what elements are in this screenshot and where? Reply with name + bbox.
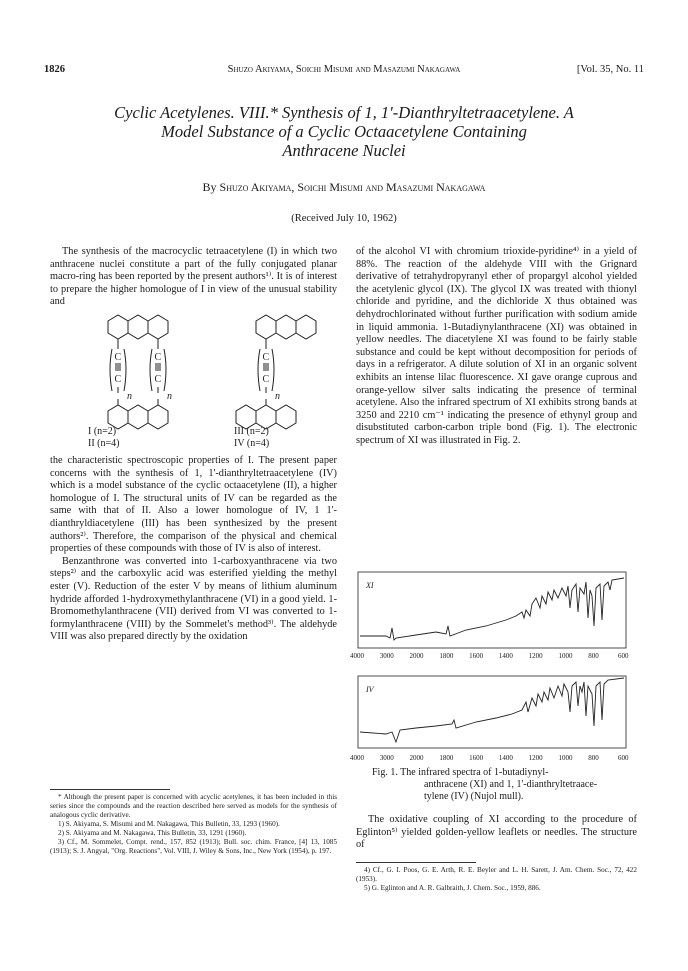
n-subscript: n bbox=[275, 390, 280, 402]
footnote-rule bbox=[50, 789, 170, 790]
byline-authors: Shuzo Akiyama, Soichi Misumi and Masazumi Nakagawa bbox=[219, 180, 486, 194]
carbon-label: C bbox=[154, 373, 162, 385]
ir-spectrum-XI bbox=[356, 568, 637, 658]
footnote-rule bbox=[356, 862, 476, 863]
tick-label: 1000 bbox=[558, 754, 573, 762]
compound-label-II: II (n=4) bbox=[88, 437, 120, 449]
panel-label: XI bbox=[366, 581, 374, 590]
footnotes-right bbox=[356, 866, 637, 893]
footnote: 5) G. Eglinton and A. R. Galbraith, J. Chem. Soc., 1959, 886. bbox=[364, 884, 541, 892]
tick-label: 600 bbox=[618, 652, 629, 660]
tick-label: 2000 bbox=[409, 652, 424, 660]
tick-label: 1800 bbox=[439, 652, 454, 660]
footnote: 2) S. Akiyama and M. Nakagawa, This Bulletin, 33, 1291 (1960). bbox=[58, 829, 247, 837]
paragraph: The synthesis of the macrocyclic tetraacetylene (I) in which two anthracene nuclei constitute a part of the fully conjugated planar macro-ring has been reported by the present authors¹⁾. It is of interest to prepare the higher homologue of I in view of the unusual stability and bbox=[50, 246, 337, 308]
caption-line: Fig. 1. The infrared spectra of 1-butadiynyl- bbox=[372, 767, 549, 778]
tick-label: 3000 bbox=[379, 754, 394, 762]
tick-label: 800 bbox=[588, 652, 599, 660]
tick-label: 1600 bbox=[469, 754, 484, 762]
carbon-label: C bbox=[114, 373, 122, 385]
caption-line: tylene (IV) (Nujol mull). bbox=[424, 791, 524, 802]
tick-label: 1400 bbox=[498, 652, 513, 660]
tick-label: 1200 bbox=[528, 652, 543, 660]
n-subscript: n bbox=[127, 390, 132, 402]
panel-label: IV bbox=[366, 685, 374, 694]
tick-label: 600 bbox=[618, 754, 629, 762]
right-column bbox=[356, 246, 637, 448]
structure-drawing bbox=[50, 309, 337, 441]
compound-label-IV: IV (n=4) bbox=[234, 437, 270, 449]
tick-label: 1800 bbox=[439, 754, 454, 762]
running-header bbox=[44, 64, 644, 80]
paragraph: Benzanthrone was converted into 1-carboxyanthracene via two steps²⁾ and the carboxylic acid was esterified yielding the methyl ester (V). Reduction of the ester V by means of lithium aluminum hydride afforded 1-hydroxymethylanthracene (VI) in a good yield. 1-Bromomethylanthracene (VII) derived from VI was converted to 1-formylanthracene (VIII) by the Sommelet's method³⁾. The aldehyde VIII was also prepared directly by the oxidation bbox=[50, 555, 337, 643]
paragraph: The oxidative coupling of XI according to the procedure of Eglinton⁵⁾ yielded golden-yellow leaflets or needles. The structure of bbox=[356, 814, 637, 851]
footnote: 1) S. Akiyama, S. Misumi and M. Nakagawa, This Bulletin, 33, 1293 (1960). bbox=[58, 820, 280, 828]
tick-label: 2000 bbox=[409, 754, 424, 762]
right-column-continued bbox=[356, 814, 637, 852]
figure-caption bbox=[372, 767, 622, 803]
left-column bbox=[50, 246, 337, 644]
caption-line: anthracene (XI) and 1, 1'-dianthryltetraace- bbox=[424, 779, 598, 790]
tick-label: 1400 bbox=[498, 754, 513, 762]
page-number: 1826 bbox=[44, 64, 65, 75]
tick-label: 4000 bbox=[350, 754, 364, 762]
paragraph: the characteristic spectroscopic properties of I. The present paper concerns with the synthesis of 1, 1'-dianthryltetraacetylene (IV) which is a model substance of the cyclic octaacetylene (II), a higher homologue of I. The structural units of IV can be regarded as the same with that of II. Also a lower homologue of IV, 1 1'-dianthryldiacetylene (III) has been synthesized by the present authors²⁾. Therefore, the comparison of the physical and chemical properties of these compounds with those of IV is also of interest. bbox=[50, 454, 337, 555]
carbon-label: C bbox=[262, 373, 270, 385]
n-subscript: n bbox=[167, 390, 172, 402]
footnote: * Although the present paper is concerned with acyclic acetylenes, it has been included in this series since the compounds and the reaction described here served as models for the synthesis of analogous cyclic derivative. bbox=[50, 793, 337, 819]
tick-label: 800 bbox=[588, 754, 599, 762]
tick-label: 3000 bbox=[379, 652, 394, 660]
received-date: (Received July 10, 1962) bbox=[291, 213, 397, 224]
title-line: Cyclic Acetylenes. VIII.* Synthesis of 1, 1'-Dianthryltetraacetylene. A bbox=[114, 103, 574, 122]
ir-spectrum-IV bbox=[356, 672, 637, 762]
spectrum-plot bbox=[356, 672, 637, 762]
footnote: 3) Cf., M. Sommelet, Compt. rend., 157, 852 (1913); Bull. soc. chim. France, [4] 13, 1085 (1913); S. J. Angyal, "Org. Reactions", Vol. VIII, J. Wiley & Sons, Inc., New York (1954), p. 197. bbox=[50, 838, 337, 855]
volume-info: [Vol. 35, No. 11 bbox=[576, 64, 644, 75]
structure-figure bbox=[50, 309, 337, 449]
tick-label: 1200 bbox=[528, 754, 543, 762]
title-line: Anthracene Nuclei bbox=[282, 141, 406, 160]
tick-label: 1600 bbox=[469, 652, 484, 660]
footnotes-left bbox=[50, 793, 337, 856]
running-authors: Shuzo Akiyama, Soichi Misumi and Masazumi Nakagawa bbox=[227, 64, 461, 75]
byline-by: By bbox=[202, 180, 217, 194]
carbon-label: C bbox=[114, 351, 122, 363]
spectrum-plot bbox=[356, 568, 637, 658]
compound-label-III: III (n=2) bbox=[234, 425, 269, 437]
carbon-label: C bbox=[154, 351, 162, 363]
footnote: 4) Cf., G. I. Poos, G. E. Arth, R. E. Beyler and L. H. Sarett, J. Am. Chem. Soc., 72, 422 (1953). bbox=[356, 866, 637, 883]
carbon-label: C bbox=[262, 351, 270, 363]
article-title bbox=[70, 103, 618, 160]
paragraph: of the alcohol VI with chromium trioxide-pyridine⁴⁾ in a yield of 88%. The reaction of the aldehyde VIII with the Grignard derivative of tetrahydropyranyl ether of propargyl alcohol yielded the acetylenic glycol (IX). The glycol IX was treated with thionyl chloride and pyridine, and the dichloride X thus obtained was dehydrochlorinated without further purification with sodium amide in liquid ammonia. 1-Butadiynylanthracene (XI) was obtained in yellow needles. The diacetylene XI was found to be fairly stable substance and could be kept without decomposition for periods of days in a refrigerator. A dilute solution of XI in an organic solvent exhibits an intense lilac fluorescence. XI gave orange cuprous and orange-yellow silver salts indicating the presence of terminal acetylene. Also the infrared spectrum of XI exhibits strong bands at 3250 and 2210 cm⁻¹ indicating the presence of ethynyl group and disubstituted carbon-carbon triple bond (Fig. 1). The electronic spectrum of XI was illustrated in Fig. 2. bbox=[356, 246, 637, 446]
tick-label: 4000 bbox=[350, 652, 364, 660]
byline bbox=[0, 180, 688, 195]
tick-label: 1000 bbox=[558, 652, 573, 660]
compound-label-I: I (n=2) bbox=[88, 425, 117, 437]
title-line: Model Substance of a Cyclic Octaacetylene Containing bbox=[161, 122, 527, 141]
